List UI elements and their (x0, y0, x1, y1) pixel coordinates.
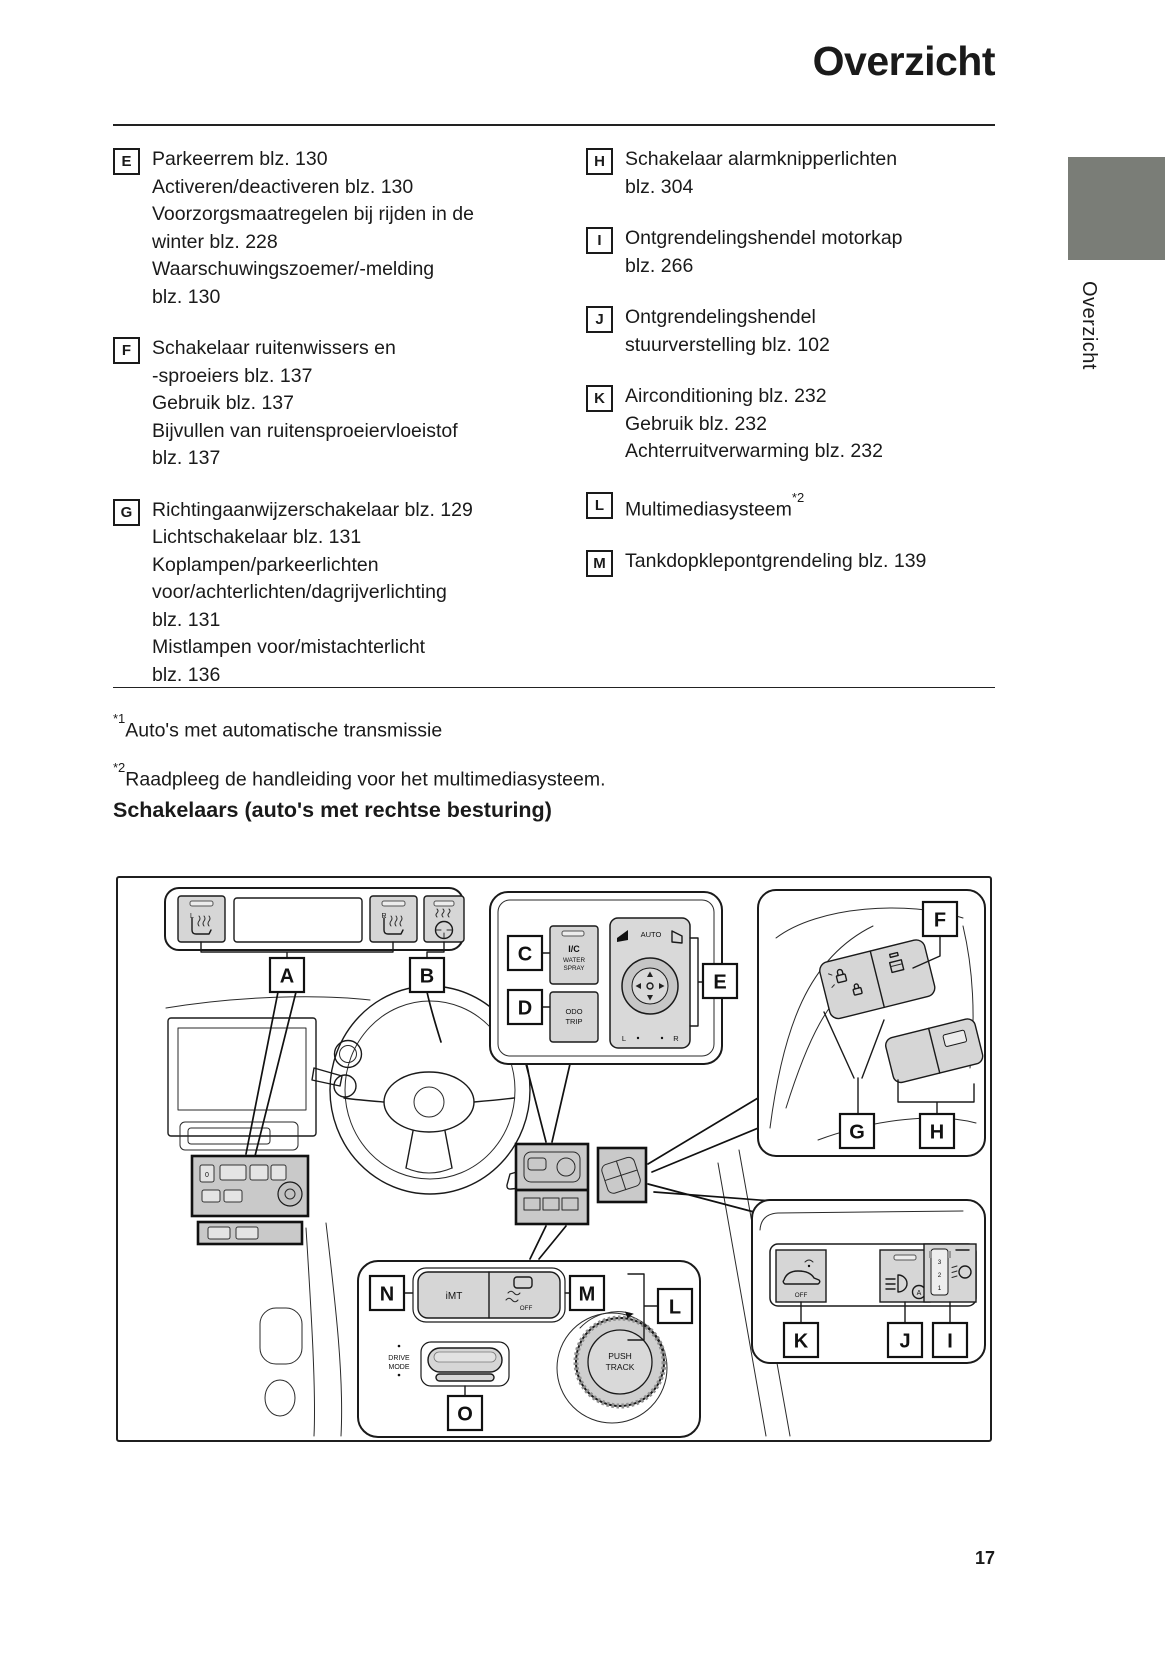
legend-line: Schakelaar alarmknipperlichten (625, 148, 898, 170)
section-rule (113, 687, 995, 688)
legend-letter-e: E (113, 148, 140, 175)
svg-text:iMT: iMT (445, 1291, 463, 1302)
center-stack-panel (192, 1156, 308, 1216)
svg-text:L: L (621, 1034, 627, 1043)
ignition-ring (335, 1041, 362, 1068)
legend-line: Parkeerrem blz. 130 (152, 148, 328, 170)
chapter-tab-label: Overzicht (1078, 281, 1100, 370)
diagram-frame (116, 876, 992, 1442)
legend-line: stuurverstelling blz. 102 (625, 333, 830, 356)
legend-item-m (586, 548, 995, 577)
callout-m (570, 1276, 604, 1310)
svg-text:R: R (381, 913, 387, 920)
svg-text:1: 1 (937, 1285, 942, 1292)
legend-line: Schakelaar ruitenwissers en (152, 337, 396, 359)
imt-vsc-button-group (413, 1268, 565, 1322)
svg-text:MODE: MODE (388, 1364, 410, 1371)
climate-display (234, 898, 362, 942)
callout-g (840, 1114, 874, 1148)
steering-switch-box-left (516, 1144, 588, 1224)
svg-text:AUTO: AUTO (640, 930, 662, 939)
legend-line: Activeren/deactiveren blz. 130 (152, 175, 414, 198)
footnote-1: $^{*1}$Auto's met automatische transmissie (113, 711, 443, 742)
legend-item-f (113, 335, 573, 473)
svg-text:SPRAY: SPRAY (563, 965, 585, 972)
legend-line: blz. 136 (152, 663, 221, 686)
callout-o (448, 1396, 482, 1430)
legend-line: winter blz. 228 (152, 230, 278, 253)
header-rule (113, 124, 995, 126)
legend-item-k (586, 383, 995, 466)
legend-line: Richtingaanwijzerschakelaar blz. 129 (152, 498, 473, 521)
legend-item-g (113, 497, 573, 690)
footnote-marker: *2 (791, 489, 805, 505)
dashboard-diagram (118, 878, 990, 1440)
legend-line: Gebruik blz. 137 (152, 392, 294, 414)
svg-text:I: I (947, 1330, 953, 1353)
callout-b (410, 958, 444, 992)
legend-letter-j: J (586, 306, 613, 333)
seat-heater-left-button (178, 896, 225, 942)
legend-letter-h: H (586, 148, 613, 175)
callout-e (703, 964, 737, 998)
svg-text:PUSH: PUSH (608, 1351, 632, 1361)
legend-letter-i: I (586, 227, 613, 254)
callout-f (923, 902, 957, 936)
console-switch-panel (358, 1261, 700, 1437)
seat-heater-right-button (370, 896, 417, 942)
svg-text:ODO: ODO (565, 1007, 583, 1016)
callout-l (658, 1289, 692, 1323)
svg-text:WATER: WATER (562, 957, 586, 964)
svg-text:N: N (379, 1283, 395, 1306)
legend-line: Voorzorgsmaatregelen bij rijden in de (152, 203, 474, 225)
legend-line: Multimediasysteem$^{*2}$ (625, 489, 805, 520)
steering-heater-button (424, 896, 464, 942)
legend-item-j (586, 304, 995, 359)
callout-k (784, 1323, 818, 1357)
legend-line: blz. 266 (625, 254, 694, 277)
callout-j (888, 1323, 922, 1357)
legend-column-left (113, 146, 573, 713)
svg-text:R: R (673, 1034, 679, 1043)
legend-line: Mistlampen voor/mistachterlicht (152, 636, 426, 658)
svg-text:K: K (793, 1330, 809, 1353)
legend-line: Koplampen/parkeerlichten (152, 553, 379, 576)
legend-line: -sproeiers blz. 137 (152, 364, 313, 387)
svg-text:L: L (190, 913, 194, 920)
svg-text:A: A (279, 965, 295, 988)
page-title: Overzicht (812, 38, 995, 84)
legend-letter-f: F (113, 337, 140, 364)
legend-line: Ontgrendelingshendel (625, 306, 816, 328)
callout-n (370, 1276, 404, 1310)
svg-text:TRACK: TRACK (605, 1362, 635, 1372)
legend-line: blz. 137 (152, 447, 221, 469)
legend-line: Lichtschakelaar blz. 131 (152, 526, 362, 548)
legend-line: blz. 304 (625, 175, 694, 198)
svg-text:M: M (578, 1283, 596, 1306)
svg-text:2: 2 (937, 1272, 942, 1279)
legend-line: Waarschuwingszoemer/-melding (152, 258, 435, 280)
footnote-marker: *2 (113, 759, 126, 775)
svg-text:DRIVE: DRIVE (388, 1355, 410, 1362)
callout-i (933, 1323, 967, 1357)
svg-text:D: D (517, 997, 533, 1020)
auto-high-beam-button (880, 1250, 930, 1302)
svg-text:F: F (933, 909, 947, 932)
legend-line: blz. 130 (152, 285, 221, 308)
svg-text:J: J (899, 1330, 911, 1353)
legend-line: blz. 131 (152, 608, 221, 631)
svg-text:C: C (517, 943, 533, 966)
page-number: 17 (974, 1548, 995, 1568)
airco-off-button (776, 1250, 826, 1302)
chapter-tab (1068, 157, 1165, 260)
legend-item-i (586, 225, 995, 280)
svg-text:3: 3 (937, 1259, 942, 1266)
svg-text:A: A (916, 1290, 922, 1297)
legend-line: Tankdopklepontgrendeling blz. 139 (625, 549, 927, 572)
wiper-deicer-button (550, 926, 598, 984)
odo-trip-button (550, 992, 598, 1042)
callout-h (920, 1114, 954, 1148)
legend-item-l (586, 490, 995, 524)
svg-text:OFF: OFF (519, 1305, 533, 1312)
steering-switch-box-right (598, 1148, 646, 1202)
legend-item-e (113, 146, 573, 311)
svg-text:OFF: OFF (794, 1292, 808, 1299)
legend-line: Airconditioning blz. 232 (625, 385, 827, 407)
svg-text:H: H (929, 1121, 945, 1144)
svg-text:G: G (849, 1121, 865, 1144)
legend-letter-m: M (586, 550, 613, 577)
legend-letter-l: L (586, 492, 613, 519)
legend-letter-g: G (113, 499, 140, 526)
callout-a (270, 958, 304, 992)
driver-side-switch-panel (490, 892, 722, 1064)
svg-text:E: E (713, 971, 727, 994)
svg-text:I/C: I/C (568, 944, 580, 954)
svg-text:O: O (457, 1403, 473, 1426)
svg-text:0: 0 (205, 1172, 209, 1179)
mirror-control-pad (610, 918, 690, 1048)
legend-line: voor/achterlichten/dagrijverlichting (152, 581, 447, 603)
footnote-marker: *1 (113, 711, 126, 726)
legend-column-right (586, 146, 995, 601)
footnotes (113, 712, 606, 809)
legend-line: Gebruik blz. 232 (625, 412, 767, 435)
footnote-2: $^{*2}$Raadpleeg de handleiding voor het multimediasysteem. (113, 759, 606, 790)
svg-text:TRIP: TRIP (565, 1017, 583, 1026)
legend-letter-k: K (586, 385, 613, 412)
legend-line: Ontgrendelingshendel motorkap (625, 227, 903, 249)
callout-c (508, 936, 542, 970)
callout-d (508, 990, 542, 1024)
legend-line: Achterruitverwarming blz. 232 (625, 440, 883, 462)
svg-text:B: B (419, 965, 435, 988)
legend-item-h (586, 146, 995, 201)
legend-line: Bijvullen van ruitensproeiervloeistof (152, 419, 458, 442)
headlight-leveling-dial (924, 1244, 976, 1302)
section-heading: Schakelaars (auto's met rechtse besturing) (113, 798, 552, 822)
seat-heater-panel (165, 888, 464, 958)
svg-text:L: L (668, 1296, 682, 1319)
